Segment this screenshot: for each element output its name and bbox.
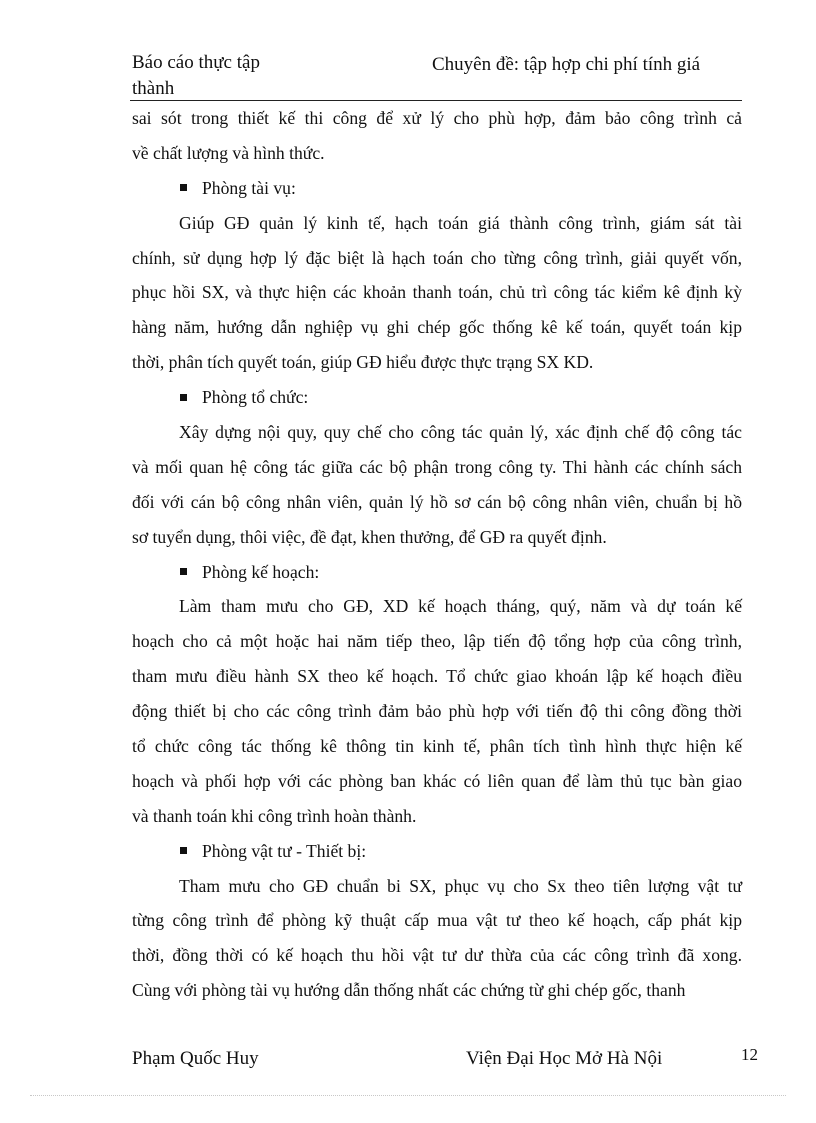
bullet-square-icon bbox=[180, 184, 187, 191]
section-heading: Phòng vật tư - Thiết bị: bbox=[202, 840, 367, 861]
paragraph-line: hoạch cho cả một hoặc hai năm tiếp theo, lập tiến độ tổng hợp của công trình, bbox=[132, 631, 742, 652]
bullet-square-icon bbox=[180, 568, 187, 575]
paragraph-line: Xây dựng nội quy, quy chế cho công tác quản lý, xác định chế độ công tác bbox=[179, 422, 742, 443]
paragraph-line: tham mưu điều hành SX theo kế hoạch. Tổ chức giao khoán lập kế hoạch điều bbox=[132, 666, 742, 687]
paragraph-line: về chất lượng và hình thức. bbox=[132, 142, 325, 163]
page-number: 12 bbox=[741, 1045, 758, 1064]
bullet-square-icon bbox=[180, 394, 187, 401]
paragraph-line: Cùng với phòng tài vụ hướng dẫn thống nhất các chứng từ ghi chép gốc, thanh bbox=[132, 980, 686, 1001]
body-text bbox=[132, 101, 742, 1008]
section-bullet bbox=[132, 834, 742, 869]
paragraph-line: Làm tham mưu cho GĐ, XD kế hoạch tháng, quý, năm và dự toán kế bbox=[179, 596, 742, 617]
paragraph-line: phục hồi SX, và thực hiện các khoản thanh toán, chủ trì công tác kiểm kê định kỳ bbox=[132, 282, 742, 303]
bullet-square-icon bbox=[180, 847, 187, 854]
section-heading: Phòng kế hoạch: bbox=[202, 561, 320, 582]
section-bullet bbox=[132, 555, 742, 590]
header-title-line2: thành bbox=[132, 78, 175, 99]
paragraph-line: tổ chức công tác thống kê thông tin kinh tế, phân tích tình hình thực hiện kế bbox=[132, 736, 742, 757]
paragraph-line: động thiết bị cho các công trình đảm bảo phù hợp với tiến độ thi công đồng thời bbox=[132, 701, 742, 722]
paragraph-line: thời, phân tích quyết toán, giúp GĐ hiểu được thực trạng SX KD. bbox=[132, 352, 594, 373]
paragraph-line: và mối quan hệ công tác giữa các bộ phận trong công ty. Thi hành các chính sách bbox=[132, 456, 742, 477]
paragraph-line: đối với cán bộ công nhân viên, quản lý hồ sơ cán bộ công nhân viên, chuẩn bị hồ bbox=[132, 491, 742, 512]
page-bottom-border bbox=[30, 1095, 786, 1096]
paragraph-line: hàng năm, hướng dẫn nghiệp vụ ghi chép gốc thống kê kế toán, quyết toán kịp bbox=[132, 317, 742, 338]
section-heading: Phòng tổ chức: bbox=[202, 387, 309, 408]
paragraph-line: từng công trình để phòng kỹ thuật cấp mua vật tư theo kế hoạch, cấp phát kịp bbox=[132, 910, 742, 931]
header-title-line1: Báo cáo thực tập bbox=[132, 52, 260, 73]
header-left bbox=[132, 50, 312, 102]
paragraph-line: Tham mưu cho GĐ chuẩn bi SX, phục vụ cho Sx theo tiên lượng vật tư bbox=[179, 875, 742, 896]
paragraph-line: sơ tuyển dụng, thôi việc, đề đạt, khen thưởng, để GĐ ra quyết định. bbox=[132, 526, 607, 547]
header-topic: Chuyên đề: tập hợp chi phí tính giá bbox=[432, 54, 701, 75]
footer-author: Phạm Quốc Huy bbox=[132, 1048, 259, 1069]
paragraph-line: Giúp GĐ quản lý kinh tế, hạch toán giá thành công trình, giám sát tài bbox=[179, 212, 742, 233]
paragraph-line: thời, đồng thời có kế hoạch thu hồi vật tư dư thừa của các công trình đã xong. bbox=[132, 945, 742, 966]
paragraph-line: và thanh toán khi công trình hoàn thành. bbox=[132, 805, 417, 826]
section-bullet bbox=[132, 171, 742, 206]
paragraph-line: hoạch và phối hợp với các phòng ban khác có liên quan để làm thủ tục bàn giao bbox=[132, 770, 742, 791]
section-bullet bbox=[132, 380, 742, 415]
footer-institution: Viện Đại Học Mở Hà Nội bbox=[466, 1048, 663, 1069]
paragraph-line: sai sót trong thiết kế thi công để xử lý cho phù hợp, đảm bảo công trình cả bbox=[132, 108, 742, 128]
section-heading: Phòng tài vụ: bbox=[202, 177, 296, 198]
paragraph-line: chính, sử dụng hợp lý đặc biệt là hạch toán cho từng công trình, giải quyết vốn, bbox=[132, 247, 742, 268]
